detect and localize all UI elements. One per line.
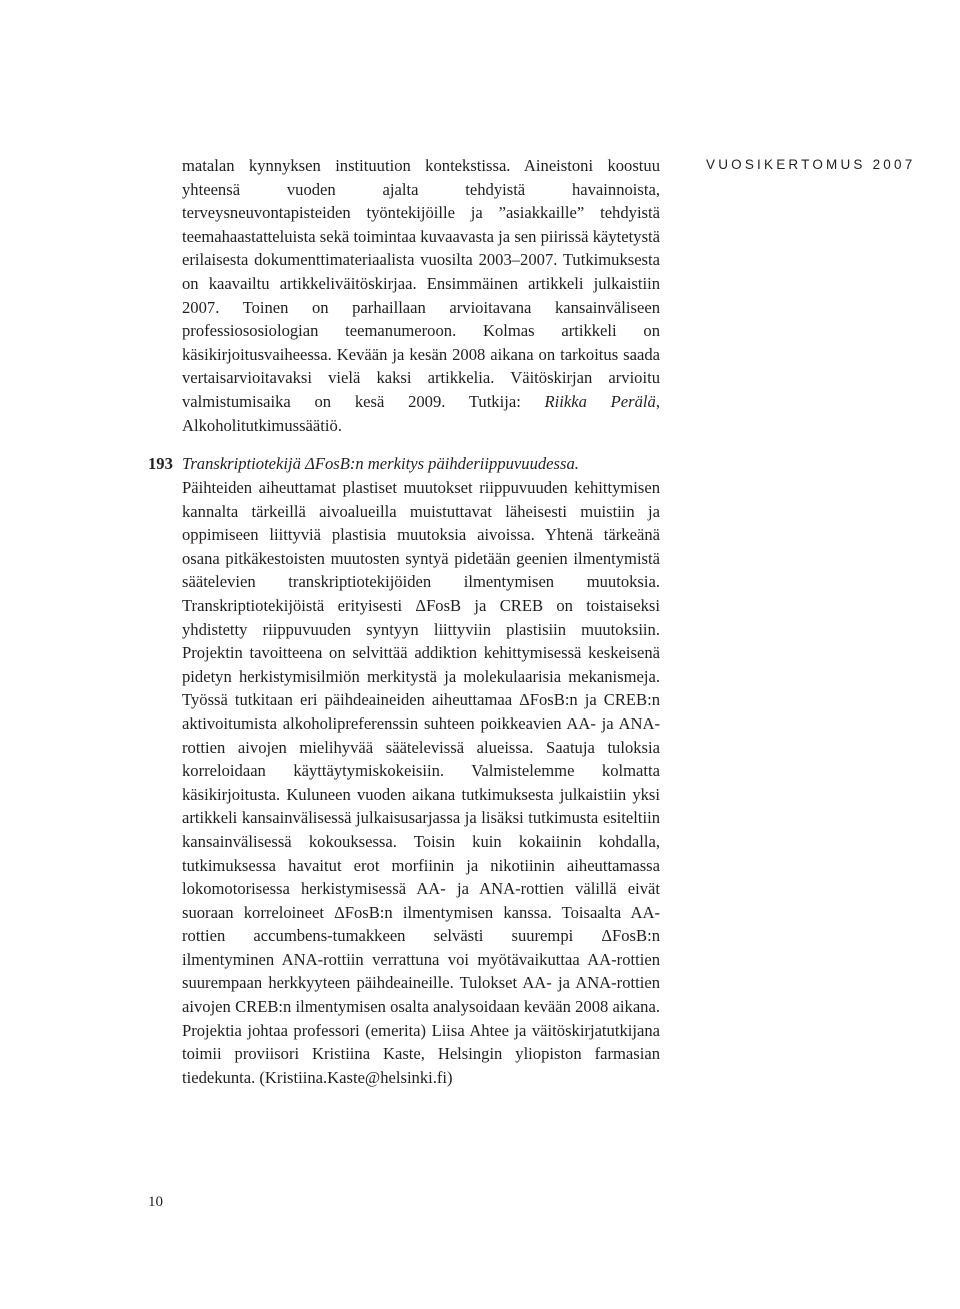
entry-title: Transkriptiotekijä ΔFosB:n merkitys päihderiippuvuudessa. <box>182 454 579 473</box>
entry-number: 193 <box>148 454 173 473</box>
paragraph-continuation <box>182 154 660 437</box>
paragraph-text: matalan kynnyksen instituution kontekstissa. Aineistoni koostuu yhteensä vuoden ajalta tehdyistä havainnoista, terveysneuvontapisteiden työntekijöille ja ”asiakkaille” tehdyistä teemahaastatteluista sekä toimintaa kuvaavasta ja sen piirissä käytetystä erilaisesta dokumenttimateriaalista vuosilta 2003–2007. Tutkimuksesta on kaavailtu artikkeliväitöskirjaa. Ensimmäinen artikkeli julkaistiin 2007. Toinen on parhaillaan arvioitavana kansainväliseen professiososiologian teemanumeroon. Kolmas artikkeli on käsikirjoitusvaiheessa. Kevään ja kesän 2008 aikana on tarkoitus saada vertaisarvioitavaksi vielä kaksi artikkelia. Väitöskirjan arvioitu valmistumisaika on kesä 2009. Tutkija: <box>182 156 660 411</box>
page-number: 10 <box>148 1194 163 1210</box>
researcher-name: Riikka Perälä <box>544 391 656 411</box>
researcher-affiliation: , Alkoholitutkimussäätiö. <box>182 391 660 435</box>
running-header: VUOSIKERTOMUS 2007 <box>706 157 916 172</box>
entry-body: Päihteiden aiheuttamat plastiset muutokset riippuvuuden kehittymisen kannalta tärkeillä aivoalueilla muistuttavat läheisesti muistiin ja oppimiseen liittyviä plastisia muutoksia aivoissa. Yhtenä tärkeänä osana pitkäkestoisten muutosten syntyä pidetään geenien ilmentymistä säätelevien transkriptiotekijöiden ilmentymisen muutoksia. Transkriptiotekijöistä erityisesti ΔFosB ja CREB on toistaiseksi yhdistetty riippuvuuden syntyyn liittyviin plastisiin muutoksiin. Projektin tavoitteena on selvittää addiktion kehittymisessä keskeisenä pidetyn herkistymisilmiön merkitystä ja molekulaarisia mekanismeja. Työssä tutkitaan eri päihdeaineiden aiheuttamaa ΔFosB:n ja CREB:n aktivoitumista alkoholipreferenssin suhteen poikkeavien AA- ja ANA-rottien aivojen mielihyvää säätelevissä alueissa. Saatuja tuloksia korreloidaan käyttäytymiskokeisiin. Valmistelemme kolmatta käsikirjoitusta. Kuluneen vuoden aikana tutkimuksesta julkaistiin yksi artikkeli kansainvälisessä julkaisusarjassa ja lisäksi tutkimusta esiteltiin kansainvälisessä kokouksessa. Toisin kuin kokaiinin kohdalla, tutkimuksessa havaitut erot morfiinin ja nikotiinin aiheuttamassa lokomotorisessa herkistymisessä AA- ja ANA-rottien välillä eivät suoraan korreloineet ΔFosB:n ilmentymisen kanssa. Toisaalta AA-rottien accumbens-tumakkeen selvästi suurempi ΔFosB:n ilmentyminen ANA-rottiin verrattuna voi myötävaikuttaa AA-rottien suurempaan herkkyyteen päihdeaineille. Tulokset AA- ja ANA-rottien aivojen CREB:n ilmentymisen osalta analysoidaan kevään 2008 aikana. Projektia johtaa professori (emerita) Liisa Ahtee ja väitöskirjatutkijana toimii proviisori Kristiina Kaste, Helsingin yliopiston farmasian tiedekunta. (Kristiina.Kaste@helsinki.fi) <box>182 478 660 1087</box>
